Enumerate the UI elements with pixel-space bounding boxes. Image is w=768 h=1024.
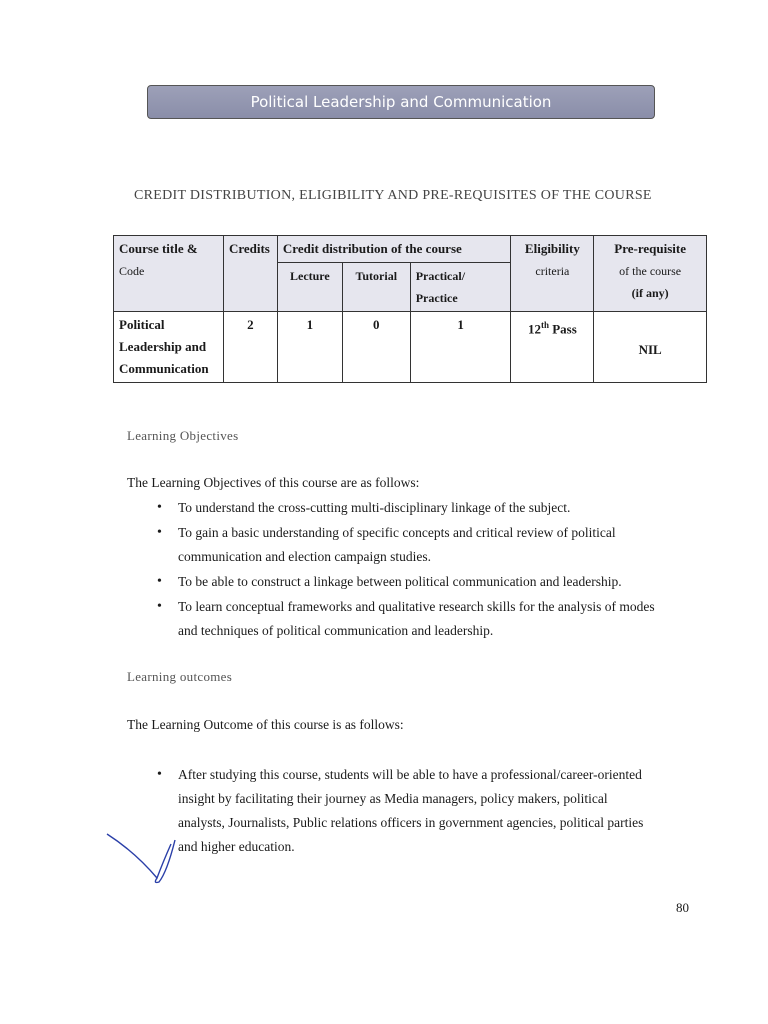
outcomes-intro: The Learning Outcome of this course is as follows: <box>127 717 404 732</box>
banner-title: Political Leadership and Communication <box>250 93 552 111</box>
list-item: • To be able to construct a linkage between political communication and leadership. <box>155 570 655 594</box>
header-course-title <box>114 236 224 312</box>
signature-mark <box>105 832 195 887</box>
header-practical <box>410 263 511 312</box>
header-eligibility-label: Eligibility <box>524 241 580 256</box>
table-row <box>114 312 707 383</box>
cell-practical: 1 <box>410 312 511 383</box>
cell-course-title <box>114 312 224 383</box>
list-item: • To gain a basic understanding of specific concepts and critical review of political communication and election campaign studies. <box>155 521 655 569</box>
header-prereq-label: Pre-requisite <box>614 241 687 256</box>
eligibility-number: 12 <box>527 321 541 337</box>
list-item: • After studying this course, students will be able to have a professional/career-oriented insight by facilitating their journey as Media managers, policy makers, political analysts, Journalists, Public relations officers in government agencies, political parties and higher education. <box>155 763 655 859</box>
course-title-line-2: Leadership and <box>119 339 207 354</box>
course-title-line-3: Communication <box>119 361 209 376</box>
objectives-intro: The Learning Objectives of this course are as follows: <box>127 475 420 490</box>
header-distribution: Credit distribution of the course <box>277 236 511 263</box>
header-prerequisite <box>594 236 707 312</box>
list-item: • To understand the cross-cutting multi-disciplinary linkage of the subject. <box>155 496 655 520</box>
header-practice-label: Practice <box>415 291 458 305</box>
course-title-line-1: Political <box>119 317 165 332</box>
credit-distribution-table <box>113 235 707 383</box>
page-number: 80 <box>676 900 689 915</box>
cell-prerequisite: NIL <box>594 312 707 383</box>
header-course-title-label: Course title & <box>119 241 198 256</box>
section-title: CREDIT DISTRIBUTION, ELIGIBILITY AND PRE-REQUISITES OF THE COURSE <box>134 188 652 203</box>
header-code-label: Code <box>119 264 145 278</box>
outcomes-list <box>155 763 655 860</box>
header-eligibility <box>511 236 594 312</box>
eligibility-superscript: th <box>540 320 549 330</box>
eligibility-text: Pass <box>548 321 577 337</box>
header-credits: Credits <box>223 236 277 312</box>
header-prereq-label-2: of the course <box>619 264 682 278</box>
header-tutorial: Tutorial <box>342 263 410 312</box>
outcomes-heading: Learning outcomes <box>127 669 233 684</box>
objectives-list <box>155 496 655 644</box>
cell-credits: 2 <box>223 312 277 383</box>
header-criteria-label: criteria <box>535 264 570 278</box>
cell-lecture: 1 <box>277 312 342 383</box>
cell-tutorial: 0 <box>342 312 410 383</box>
course-title-banner <box>147 85 655 119</box>
header-practical-label: Practical/ <box>415 269 466 283</box>
header-lecture: Lecture <box>277 263 342 312</box>
header-prereq-label-3: (if any) <box>631 286 669 300</box>
cell-eligibility <box>511 312 594 383</box>
objectives-heading: Learning Objectives <box>127 428 239 443</box>
list-item: • To learn conceptual frameworks and qualitative research skills for the analysis of modes and techniques of political communication and leadership. <box>155 595 655 643</box>
table-header-row <box>114 236 707 263</box>
